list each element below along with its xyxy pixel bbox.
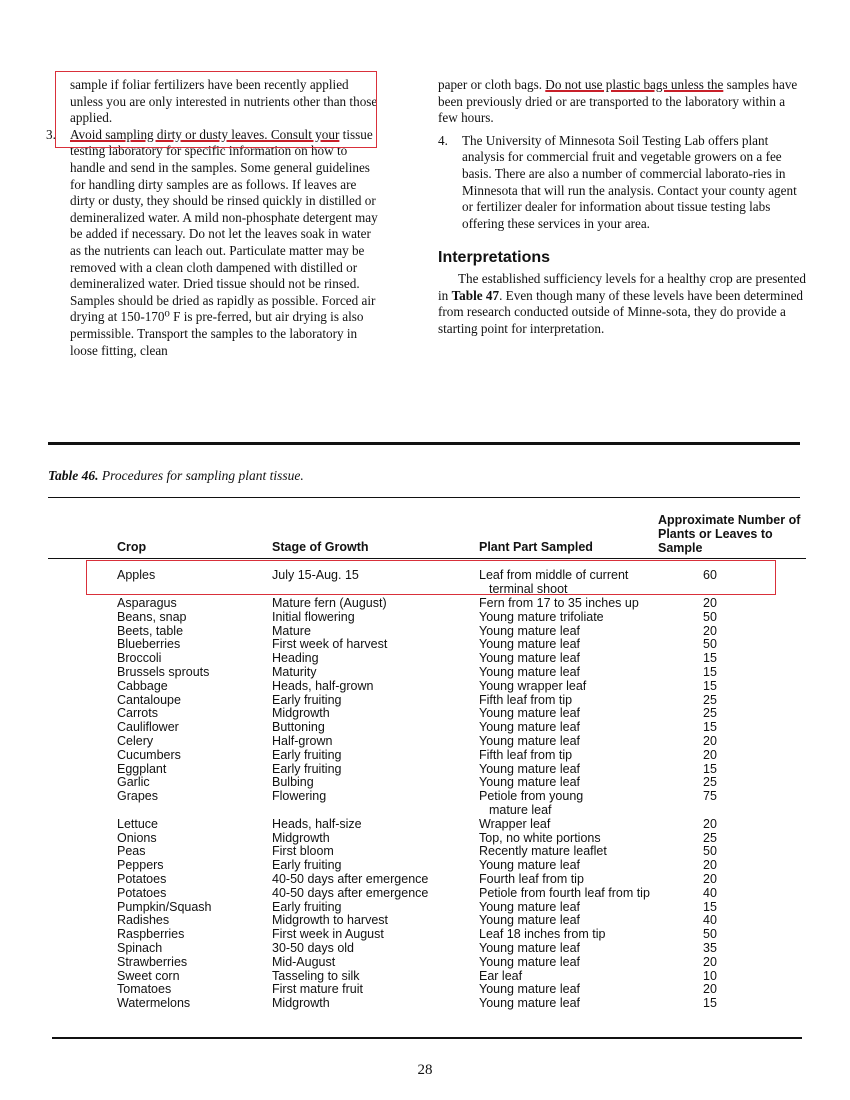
cell-crop: Cauliflower xyxy=(117,720,179,735)
cell-plant-part-line: Petiole from young xyxy=(479,789,584,804)
table-caption-label: Table 46. xyxy=(48,468,99,483)
cell-sample-count: 25 xyxy=(703,706,717,721)
cell-crop: Potatoes xyxy=(117,872,167,886)
cell-plant-part xyxy=(479,928,679,942)
cell-plant-part xyxy=(479,818,679,832)
cell-plant-part xyxy=(479,638,679,652)
right-paragraph-continued: paper or cloth bags. Do not use plastic bags unless the samples have been previously dried or are transported to the laboratory within a few hours. xyxy=(438,77,798,126)
cell-crop: Grapes xyxy=(117,789,158,804)
cell-plant-part-line: Young mature leaf xyxy=(479,761,581,776)
cell-plant-part xyxy=(479,707,679,721)
header-plant-part-sampled: Plant Part Sampled xyxy=(479,540,593,554)
cell-plant-part xyxy=(479,942,679,956)
cell-plant-part-line: Young mature leaf xyxy=(479,996,581,1011)
list-item-4 xyxy=(438,132,808,233)
cell-plant-part-line: Leaf 18 inches from tip xyxy=(479,927,606,942)
cell-crop: Strawberries xyxy=(117,954,188,969)
cell-plant-part-line: Young mature leaf xyxy=(479,899,581,914)
cell-plant-part-line: Leaf from middle of current xyxy=(479,568,629,582)
cell-plant-part xyxy=(479,859,679,873)
cell-crop: Beans, snap xyxy=(117,609,187,624)
cell-sample-count: 20 xyxy=(703,982,717,997)
header-stage-of-growth: Stage of Growth xyxy=(272,540,369,554)
cell-stage-of-growth: Early fruiting xyxy=(272,761,342,776)
cell-stage-of-growth: Mid-August xyxy=(272,954,336,969)
cell-plant-part xyxy=(479,845,679,859)
cell-plant-part-line: Young mature leaf xyxy=(479,858,581,873)
cell-sample-count: 25 xyxy=(703,830,717,845)
cell-sample-count: 15 xyxy=(703,899,717,914)
cell-sample-count: 50 xyxy=(703,927,717,942)
cell-plant-part-continuation: terminal shoot xyxy=(489,581,568,596)
cell-plant-part-line: Petiole from fourth leaf from tip xyxy=(479,885,650,900)
cell-plant-part-line: Young mature leaf xyxy=(479,982,581,997)
cell-crop: Carrots xyxy=(117,706,158,721)
cell-plant-part-line: Young mature leaf xyxy=(479,941,581,955)
cell-sample-count: 60 xyxy=(703,568,717,582)
cell-stage-of-growth: Maturity xyxy=(272,665,317,679)
cell-sample-count: 40 xyxy=(703,885,717,900)
cell-plant-part-line: Young mature leaf xyxy=(479,637,581,652)
cell-stage-of-growth: Half-grown xyxy=(272,734,333,748)
cell-crop: Broccoli xyxy=(117,651,162,666)
cell-plant-part-line: Fern from 17 to 35 inches up xyxy=(479,596,639,610)
interpretations-paragraph: The established sufficiency levels for a healthy crop are presented in Table 47. Even though many of these levels have been determined from research conducted outside of Minne-sota, they do provide a starting point for interpretation. xyxy=(438,270,806,336)
table-bottom-rule xyxy=(52,1037,802,1039)
cell-plant-part xyxy=(479,597,679,611)
cell-stage-of-growth: Midgrowth xyxy=(272,830,330,845)
cell-stage-of-growth: First bloom xyxy=(272,844,334,859)
table-header-rule xyxy=(48,558,806,559)
right-text-column xyxy=(438,77,808,337)
item-4-text: The University of Minnesota Soil Testing Lab offers plant analysis for commercial fruit and vegetable growers on a fee basis. There are also a number of commercial laborato-ries in Minnesota that will run the analysis. Contact your county agent or fertilizer dealer for information about tissue testing labs offering these services in your area. xyxy=(462,132,797,231)
cell-plant-part-line: Top, no white portions xyxy=(479,830,601,845)
cell-crop: Peas xyxy=(117,844,146,859)
cell-sample-count: 20 xyxy=(703,596,717,610)
table-47-reference: Table 47 xyxy=(451,287,500,303)
cell-crop: Onions xyxy=(117,830,157,845)
cell-sample-count: 50 xyxy=(703,609,717,624)
cell-stage-of-growth: Bulbing xyxy=(272,775,314,790)
cell-stage-of-growth: Early fruiting xyxy=(272,747,342,762)
cell-sample-count: 20 xyxy=(703,623,717,638)
cell-stage-of-growth: Mature fern (August) xyxy=(272,596,387,610)
cell-sample-count: 50 xyxy=(703,637,717,652)
cell-crop: Sweet corn xyxy=(117,968,180,983)
cell-crop: Apples xyxy=(117,568,156,582)
cell-sample-count: 15 xyxy=(703,720,717,735)
table-caption xyxy=(48,468,304,484)
left-paragraph-continued: sample if foliar fertilizers have been recently applied unless you are only interested in nutrients other than those applied. xyxy=(70,77,378,126)
cell-crop: Asparagus xyxy=(117,596,177,610)
cell-plant-part xyxy=(479,680,679,694)
cell-plant-part-line: Young mature leaf xyxy=(479,775,581,790)
cell-sample-count: 20 xyxy=(703,747,717,762)
annotation-box-top-left xyxy=(55,71,377,148)
cell-plant-part-line: Young mature trifoliate xyxy=(479,609,604,624)
cell-stage-of-growth: Early fruiting xyxy=(272,858,342,873)
cell-stage-of-growth: Midgrowth xyxy=(272,706,330,721)
cell-plant-part-continuation: mature leaf xyxy=(489,802,552,817)
cell-plant-part xyxy=(479,887,679,901)
cell-crop: Lettuce xyxy=(117,816,159,831)
plastic-bags-underlined-text: Do not use plastic bags unless the xyxy=(545,77,724,92)
cell-plant-part-line: Young mature leaf xyxy=(479,913,581,928)
cell-stage-of-growth: First week in August xyxy=(272,927,384,942)
cell-plant-part xyxy=(479,749,679,763)
section-divider-top xyxy=(48,442,800,445)
cell-stage-of-growth: Midgrowth to harvest xyxy=(272,913,389,928)
cell-crop: Cantaloupe xyxy=(117,692,181,707)
cell-sample-count: 75 xyxy=(703,789,717,804)
cell-plant-part xyxy=(479,721,679,735)
cell-stage-of-growth: Flowering xyxy=(272,789,327,804)
cell-plant-part-line: Young mature leaf xyxy=(479,665,581,679)
cell-plant-part-line: Young mature leaf xyxy=(479,623,581,638)
item-3-text: tissue testing laboratory for specific information on how to handle and send in the samples. Some general guidelines for handling dirty samples are as follows. If leaves are dirty or dusty, they should be rinsed quickly in distilled or demineralized water. A mild non-phosphate detergent may be added if necessary. Do not let the leaves soak in water as the nutrients can leach out. Particulate matter may be removed with a clean cloth dampened with distilled or demineralized water. Dried tissue should not be rinsed. Samples should be dried as rapidly as possible. Forced air drying at 150-170⁰ F is pre-ferred, but air drying is also permissible. Transport the samples to the laboratory in loose fitting, clean xyxy=(70,126,378,358)
cell-sample-count: 25 xyxy=(703,692,717,707)
cell-plant-part xyxy=(479,901,679,915)
cell-plant-part-line: Fifth leaf from tip xyxy=(479,692,573,707)
cell-crop: Eggplant xyxy=(117,761,167,776)
cell-plant-part-line: Young mature leaf xyxy=(479,954,581,969)
cell-crop: Radishes xyxy=(117,913,170,928)
cell-stage-of-growth: Buttoning xyxy=(272,720,325,735)
cell-crop: Celery xyxy=(117,734,154,748)
cell-sample-count: 15 xyxy=(703,678,717,693)
cell-stage-of-growth: First mature fruit xyxy=(272,982,363,997)
cell-plant-part-line: Young wrapper leaf xyxy=(479,678,587,693)
list-item-3-number: 3. xyxy=(46,126,56,142)
cell-sample-count: 15 xyxy=(703,651,717,666)
cell-sample-count: 10 xyxy=(703,968,717,983)
header-approximate-number: Approximate Number of Plants or Leaves to Sample xyxy=(658,513,801,555)
cell-sample-count: 20 xyxy=(703,816,717,831)
list-item-4-number: 4. xyxy=(438,132,448,148)
cell-plant-part xyxy=(479,790,679,818)
cell-crop: Blueberries xyxy=(117,637,181,652)
cell-stage-of-growth: Tasseling to silk xyxy=(272,968,360,983)
cell-plant-part xyxy=(479,735,679,749)
cell-plant-part xyxy=(479,652,679,666)
cell-stage-of-growth: 30-50 days old xyxy=(272,941,355,955)
cell-plant-part-line: Ear leaf xyxy=(479,968,523,983)
cell-stage-of-growth: Heading xyxy=(272,651,319,666)
cell-plant-part xyxy=(479,776,679,790)
cell-plant-part xyxy=(479,956,679,970)
cell-stage-of-growth: July 15-Aug. 15 xyxy=(272,568,359,582)
cell-plant-part xyxy=(479,625,679,639)
cell-stage-of-growth: 40-50 days after emergence xyxy=(272,872,429,886)
table-top-rule xyxy=(48,497,800,498)
cell-crop: Peppers xyxy=(117,858,164,873)
cell-crop: Potatoes xyxy=(117,885,167,900)
cell-crop: Brussels sprouts xyxy=(117,665,210,679)
cell-crop: Beets, table xyxy=(117,623,184,638)
cell-plant-part xyxy=(479,611,679,625)
item-3-underlined-text: Avoid sampling dirty or dusty leaves. Consult your xyxy=(70,126,340,142)
cell-sample-count: 15 xyxy=(703,665,717,679)
cell-plant-part xyxy=(479,970,679,984)
cell-plant-part xyxy=(479,763,679,777)
cell-plant-part xyxy=(479,983,679,997)
cell-sample-count: 40 xyxy=(703,913,717,928)
cell-crop: Watermelons xyxy=(117,996,191,1011)
cell-plant-part xyxy=(479,914,679,928)
cell-stage-of-growth: Mature xyxy=(272,623,311,638)
cell-plant-part-line: Fourth leaf from tip xyxy=(479,872,584,886)
cell-crop: Garlic xyxy=(117,775,150,790)
cell-plant-part xyxy=(479,569,679,597)
cell-plant-part xyxy=(479,832,679,846)
cell-plant-part xyxy=(479,873,679,887)
cell-plant-part xyxy=(479,666,679,680)
cell-stage-of-growth: Heads, half-size xyxy=(272,816,362,831)
cell-crop: Cabbage xyxy=(117,678,168,693)
cell-sample-count: 35 xyxy=(703,941,717,955)
table-caption-text: Procedures for sampling plant tissue. xyxy=(101,468,304,483)
cell-stage-of-growth: First week of harvest xyxy=(272,637,388,652)
cell-stage-of-growth: Heads, half-grown xyxy=(272,678,374,693)
header-crop: Crop xyxy=(117,540,147,554)
cell-crop: Pumpkin/Squash xyxy=(117,899,212,914)
cell-sample-count: 20 xyxy=(703,872,717,886)
cell-crop: Tomatoes xyxy=(117,982,172,997)
cell-sample-count: 20 xyxy=(703,858,717,873)
cell-stage-of-growth: 40-50 days after emergence xyxy=(272,885,429,900)
cell-crop: Cucumbers xyxy=(117,747,181,762)
cell-plant-part xyxy=(479,694,679,708)
cell-sample-count: 50 xyxy=(703,844,717,859)
cell-sample-count: 15 xyxy=(703,761,717,776)
cell-stage-of-growth: Midgrowth xyxy=(272,996,330,1011)
cell-plant-part-line: Wrapper leaf xyxy=(479,816,551,831)
cell-plant-part xyxy=(479,997,679,1011)
cell-stage-of-growth: Initial flowering xyxy=(272,609,355,624)
cell-crop: Spinach xyxy=(117,941,163,955)
cell-plant-part-line: Young mature leaf xyxy=(479,720,581,735)
page-number: 28 xyxy=(417,1062,433,1078)
cell-stage-of-growth: Early fruiting xyxy=(272,899,342,914)
cell-plant-part-line: Young mature leaf xyxy=(479,734,581,748)
cell-plant-part-line: Young mature leaf xyxy=(479,706,581,721)
cell-plant-part-line: Fifth leaf from tip xyxy=(479,747,573,762)
cell-sample-count: 15 xyxy=(703,996,717,1011)
list-item-3 xyxy=(46,126,380,359)
interpretations-heading: Interpretations xyxy=(438,249,551,267)
cell-plant-part-line: Recently mature leaflet xyxy=(479,844,607,859)
cell-sample-count: 20 xyxy=(703,954,717,969)
cell-sample-count: 20 xyxy=(703,734,717,748)
cell-plant-part-line: Young mature leaf xyxy=(479,651,581,666)
cell-stage-of-growth: Early fruiting xyxy=(272,692,342,707)
cell-crop: Raspberries xyxy=(117,927,185,942)
cell-sample-count: 25 xyxy=(703,775,717,790)
